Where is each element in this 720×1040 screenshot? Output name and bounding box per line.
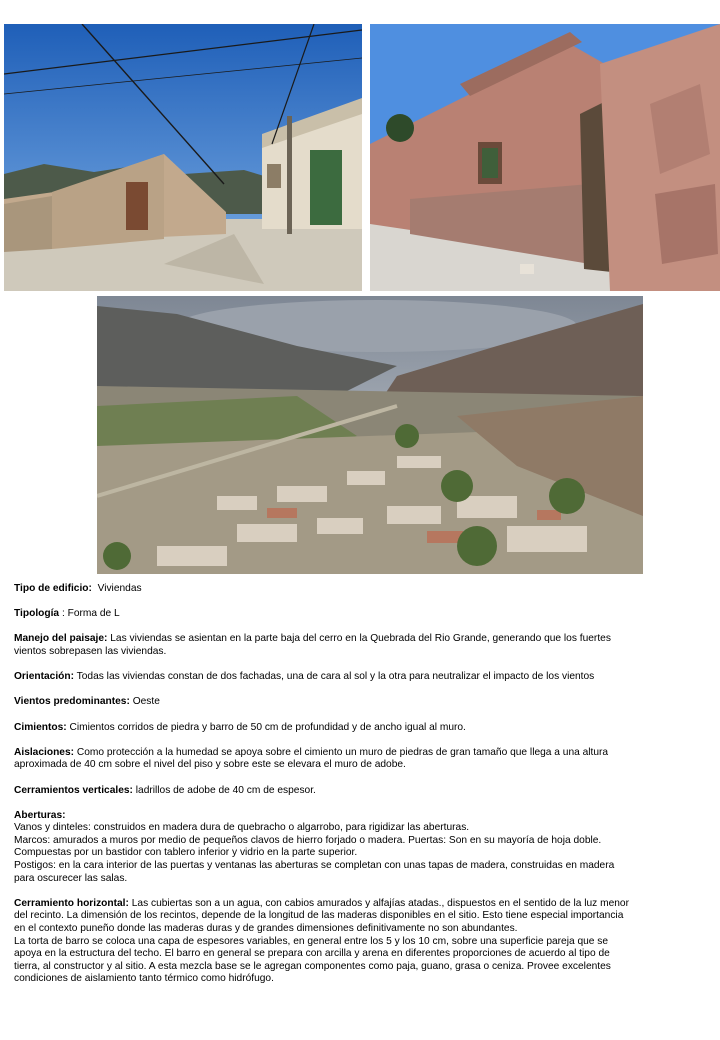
section-orientacion: Orientación: Todas las viviendas constan de dos fachadas, una de cara al sol y la otra para neutralizar el impacto de los vientos xyxy=(14,671,595,683)
section-tipologia: Tipología : Forma de L xyxy=(14,608,120,620)
section-cerramiento-horizontal: Cerramiento horizontal: Las cubiertas son a un agua, con cabios amurados y alfajías atadas., dispuestos en el sentido de la luz menor del recinto. La dimensión de los recintos, depende de la longitud de las maderas disponibles en el sitio. Esto tiene especial importancia en el contexto puneño donde las maderas duras y de grandes dimensiones definitivamente no son abundantes. La torta de barro se coloca una capa de espesores variables, en general entre los 5 y los 10 cm, sobre una superficie pareja que se apoya en la estructura del techo. El barro en general se prepara con arcilla y arena en diferentes proporciones de acuerdo al tipo de tierra, al constructor y al sitio. A esta mezcla base se le agregan componentes como paja, guano, grasa o ceniza. Provee excelentes condiciones de aislamiento tanto térmico como hidrófugo. xyxy=(14,897,629,985)
photo-adobe-street-right xyxy=(370,24,720,291)
section-manejo: Manejo del paisaje: Las viviendas se asientan en la parte baja del cerro en la Quebrada del Rio Grande, generando que los fuertes vientos sobrepasen las viviendas. xyxy=(14,633,611,657)
section-cimientos: Cimientos: Cimientos corridos de piedra y barro de 50 cm de profundidad y de ancho igual al muro. xyxy=(14,721,466,733)
photo-adobe-street-left xyxy=(4,24,362,291)
photo-valley-panorama xyxy=(97,296,643,574)
section-cerramientos-verticales: Cerramientos verticales: ladrillos de adobe de 40 cm de espesor. xyxy=(14,784,316,796)
section-tipo: Tipo de edificio: Viviendas xyxy=(14,583,142,594)
section-aislaciones: Aislaciones: Como protección a la humedad se apoya sobre el cimiento un muro de piedras de gran tamaño que llega a una altura aproximada de 40 cm sobre el nivel del piso y sobre este se elevara el muro de adobe. xyxy=(14,746,609,771)
section-vientos: Vientos predominantes: Oeste xyxy=(14,696,160,708)
section-aberturas: Aberturas: Vanos y dinteles: construidos en madera dura de quebracho o algarrobo, para rigidizar las aberturas. Marcos: amurados a muros por medio de pequeños clavos de hierro forjado o madera. Puertas: Son en su mayoría de hoja doble. Compuestas por un bastidor con tablero inferior y vidrio en la parte superior. Postigos: en la cara interior de las puertas y ventanas las aberturas se completan con unas tapas de madera, construidas en madera para oscurecer las salas. xyxy=(14,809,615,884)
description-text xyxy=(14,583,632,999)
